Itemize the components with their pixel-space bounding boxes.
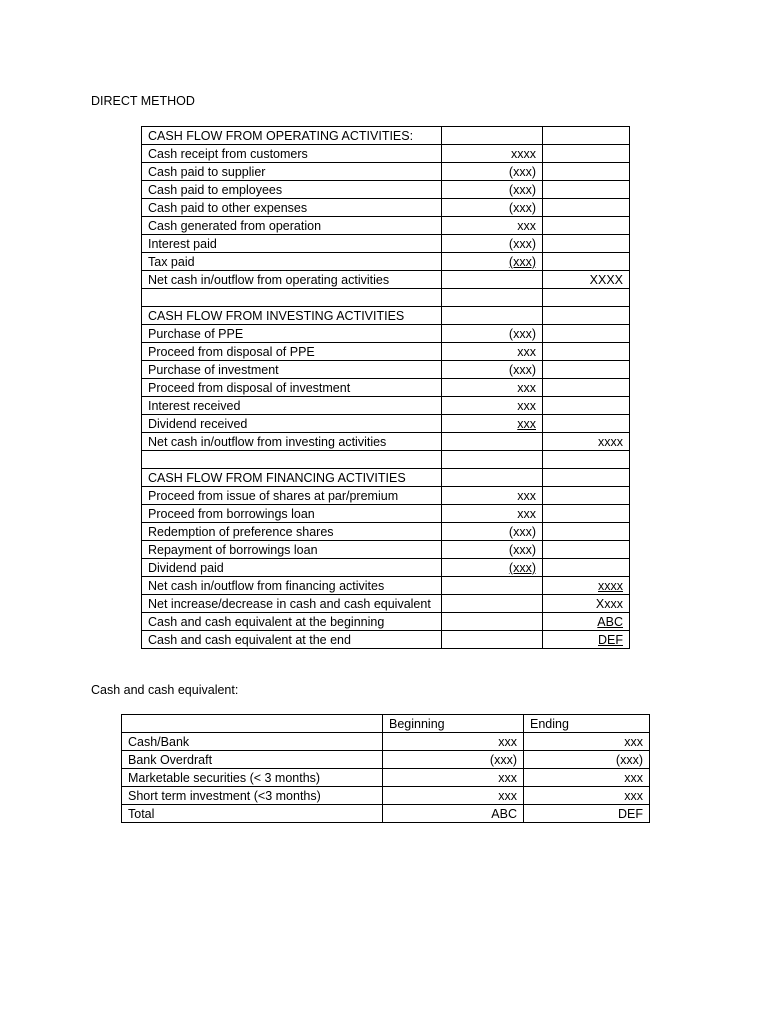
row-amount [442,127,543,145]
row-label-text: Net cash in/outflow from operating activities [148,272,390,287]
row-total [543,541,630,559]
cce-ending: xxx [524,769,650,787]
cce-label: Bank Overdraft [122,751,383,769]
row-total [543,613,630,631]
cash-flow-row [142,307,630,325]
row-amount [442,307,543,325]
row-label [142,595,442,613]
row-label [142,343,442,361]
row-total [543,433,630,451]
row-total-text: Xxxx [595,596,623,611]
row-label-text: Purchase of investment [148,362,279,377]
row-total [543,253,630,271]
cash-flow-row [142,613,630,631]
row-total [543,523,630,541]
row-amount [442,235,543,253]
row-label [142,325,442,343]
cash-flow-row [142,577,630,595]
row-amount-text: xxx [517,416,536,431]
row-label [142,523,442,541]
row-total [543,505,630,523]
cce-ending: xxx [524,733,650,751]
row-total [543,163,630,181]
cash-flow-row [142,631,630,649]
row-total [543,145,630,163]
cce-beginning: xxx [383,733,524,751]
row-amount-text: (xxx) [508,236,536,251]
row-total [543,181,630,199]
row-label [142,451,442,469]
row-total-text: ABC [597,614,623,629]
cce-ending: xxx [524,787,650,805]
row-label [142,379,442,397]
row-label [142,613,442,631]
row-label-text: Proceed from borrowings loan [148,506,315,521]
row-total-text: xxxx [598,578,623,593]
row-label-text: Cash paid to employees [148,182,283,197]
row-label [142,469,442,487]
row-label-text: Dividend received [148,416,248,431]
cce-label: Total [122,805,383,823]
header-ending: Ending [524,715,650,733]
cash-flow-row [142,397,630,415]
row-total [543,343,630,361]
row-label [142,181,442,199]
row-amount [442,361,543,379]
row-label-text: CASH FLOW FROM INVESTING ACTIVITIES [148,308,405,323]
row-total [543,595,630,613]
header-beginning: Beginning [383,715,524,733]
row-total [543,307,630,325]
row-amount [442,505,543,523]
row-amount [442,541,543,559]
row-label-text: Purchase of PPE [148,326,244,341]
row-label-text: CASH FLOW FROM FINANCING ACTIVITIES [148,470,406,485]
row-amount [442,577,543,595]
row-amount-text: (xxx) [508,560,536,575]
cash-flow-row [142,253,630,271]
row-amount [442,595,543,613]
row-amount-text: xxx [517,380,536,395]
row-total [543,235,630,253]
row-amount-text: (xxx) [508,164,536,179]
cash-flow-row [142,289,630,307]
row-total [543,487,630,505]
cash-flow-row [142,343,630,361]
cash-flow-row [142,487,630,505]
row-amount [442,253,543,271]
row-label-text: Cash generated from operation [148,218,322,233]
row-total [543,361,630,379]
row-label-text: Proceed from issue of shares at par/premium [148,488,399,503]
row-amount [442,379,543,397]
row-amount [442,523,543,541]
row-label-text: Cash and cash equivalent at the end [148,632,351,647]
row-label [142,541,442,559]
row-amount-text: (xxx) [508,326,536,341]
cce-beginning: xxx [383,769,524,787]
row-amount-text: xxx [517,506,536,521]
row-total [543,469,630,487]
row-label-text: Interest received [148,398,241,413]
row-label-text: Dividend paid [148,560,224,575]
document-title: DIRECT METHOD [91,94,195,108]
row-total [543,577,630,595]
row-label [142,235,442,253]
row-amount [442,163,543,181]
cce-label: Marketable securities (< 3 months) [122,769,383,787]
row-amount [442,433,543,451]
cash-equivalent-header-row [122,715,650,733]
row-label [142,433,442,451]
cash-flow-row [142,595,630,613]
row-amount-text: (xxx) [508,254,536,269]
row-amount [442,559,543,577]
cash-equivalent-table-body [122,733,650,823]
row-label [142,307,442,325]
row-amount-text: xxx [517,218,536,233]
row-amount [442,613,543,631]
cce-beginning: xxx [383,787,524,805]
row-label-text: Proceed from disposal of investment [148,380,351,395]
cash-flow-row [142,181,630,199]
cash-flow-row [142,325,630,343]
row-amount [442,397,543,415]
row-label-text: Proceed from disposal of PPE [148,344,315,359]
cash-equivalent-row [122,751,650,769]
cash-flow-row [142,433,630,451]
row-amount [442,631,543,649]
row-label-text: Cash paid to other expenses [148,200,308,215]
row-label [142,631,442,649]
row-amount [442,217,543,235]
row-label [142,217,442,235]
row-label-text: Cash receipt from customers [148,146,308,161]
row-label [142,361,442,379]
cash-equivalent-row [122,805,650,823]
row-amount [442,181,543,199]
row-total [543,127,630,145]
row-amount [442,451,543,469]
row-total-text: DEF [598,632,623,647]
cash-flow-row [142,361,630,379]
row-total-text: xxxx [598,434,623,449]
row-total [543,379,630,397]
cash-flow-row [142,127,630,145]
row-label-text: Cash paid to supplier [148,164,266,179]
row-amount-text: (xxx) [508,542,536,557]
row-label-text: Net cash in/outflow from investing activities [148,434,387,449]
row-total [543,199,630,217]
row-label [142,505,442,523]
row-total-text: XXXX [589,272,623,287]
cash-flow-row [142,505,630,523]
row-amount-text: (xxx) [508,362,536,377]
row-total [543,217,630,235]
row-amount-text: (xxx) [508,524,536,539]
row-amount [442,415,543,433]
row-total [543,397,630,415]
row-amount [442,469,543,487]
row-label [142,559,442,577]
row-amount-text: xxx [517,488,536,503]
row-label [142,577,442,595]
row-label [142,397,442,415]
row-amount-text: xxx [517,398,536,413]
row-label-text: Net increase/decrease in cash and cash equivalent [148,596,431,611]
cash-flow-row [142,163,630,181]
row-label-text: Interest paid [148,236,217,251]
row-amount [442,271,543,289]
row-label-text: Net cash in/outflow from financing activites [148,578,385,593]
cash-flow-row [142,217,630,235]
row-amount [442,343,543,361]
row-total [543,631,630,649]
cash-flow-table-body [142,127,630,649]
row-label [142,415,442,433]
cash-equivalent-table [121,714,650,823]
row-label-text: Repayment of borrowings loan [148,542,318,557]
row-total [543,289,630,307]
row-amount [442,199,543,217]
row-amount-text: xxx [517,344,536,359]
cash-equivalent-row [122,769,650,787]
cash-flow-row [142,271,630,289]
cce-label: Cash/Bank [122,733,383,751]
cash-flow-row [142,379,630,397]
row-label-text: Tax paid [148,254,195,269]
row-total [543,559,630,577]
row-label-text: Cash and cash equivalent at the beginning [148,614,385,629]
row-amount [442,145,543,163]
cash-flow-row [142,235,630,253]
row-label [142,487,442,505]
row-label [142,289,442,307]
row-amount [442,325,543,343]
cce-beginning: ABC [383,805,524,823]
cash-flow-row [142,523,630,541]
row-total [543,415,630,433]
header-blank-cell [122,715,383,733]
row-total [543,451,630,469]
cce-label: Short term investment (<3 months) [122,787,383,805]
cash-flow-statement-table [141,126,630,649]
cash-flow-row [142,559,630,577]
row-amount-text: (xxx) [508,182,536,197]
cash-flow-row [142,451,630,469]
row-label [142,271,442,289]
cash-flow-row [142,199,630,217]
cce-ending: DEF [524,805,650,823]
row-label-text: CASH FLOW FROM OPERATING ACTIVITIES: [148,128,414,143]
row-label-text: Redemption of preference shares [148,524,334,539]
row-label [142,145,442,163]
row-label [142,199,442,217]
cash-equivalent-row [122,733,650,751]
row-total [543,271,630,289]
row-amount-text: xxxx [511,146,536,161]
row-amount [442,289,543,307]
cash-flow-row [142,415,630,433]
row-amount-text: (xxx) [508,200,536,215]
row-amount [442,487,543,505]
cash-flow-row [142,145,630,163]
cash-equivalent-row [122,787,650,805]
cash-flow-row [142,541,630,559]
row-total [543,325,630,343]
cash-equivalent-heading: Cash and cash equivalent: [91,683,239,697]
row-label [142,127,442,145]
cce-ending: (xxx) [524,751,650,769]
cash-flow-row [142,469,630,487]
cce-beginning: (xxx) [383,751,524,769]
row-label [142,253,442,271]
row-label [142,163,442,181]
